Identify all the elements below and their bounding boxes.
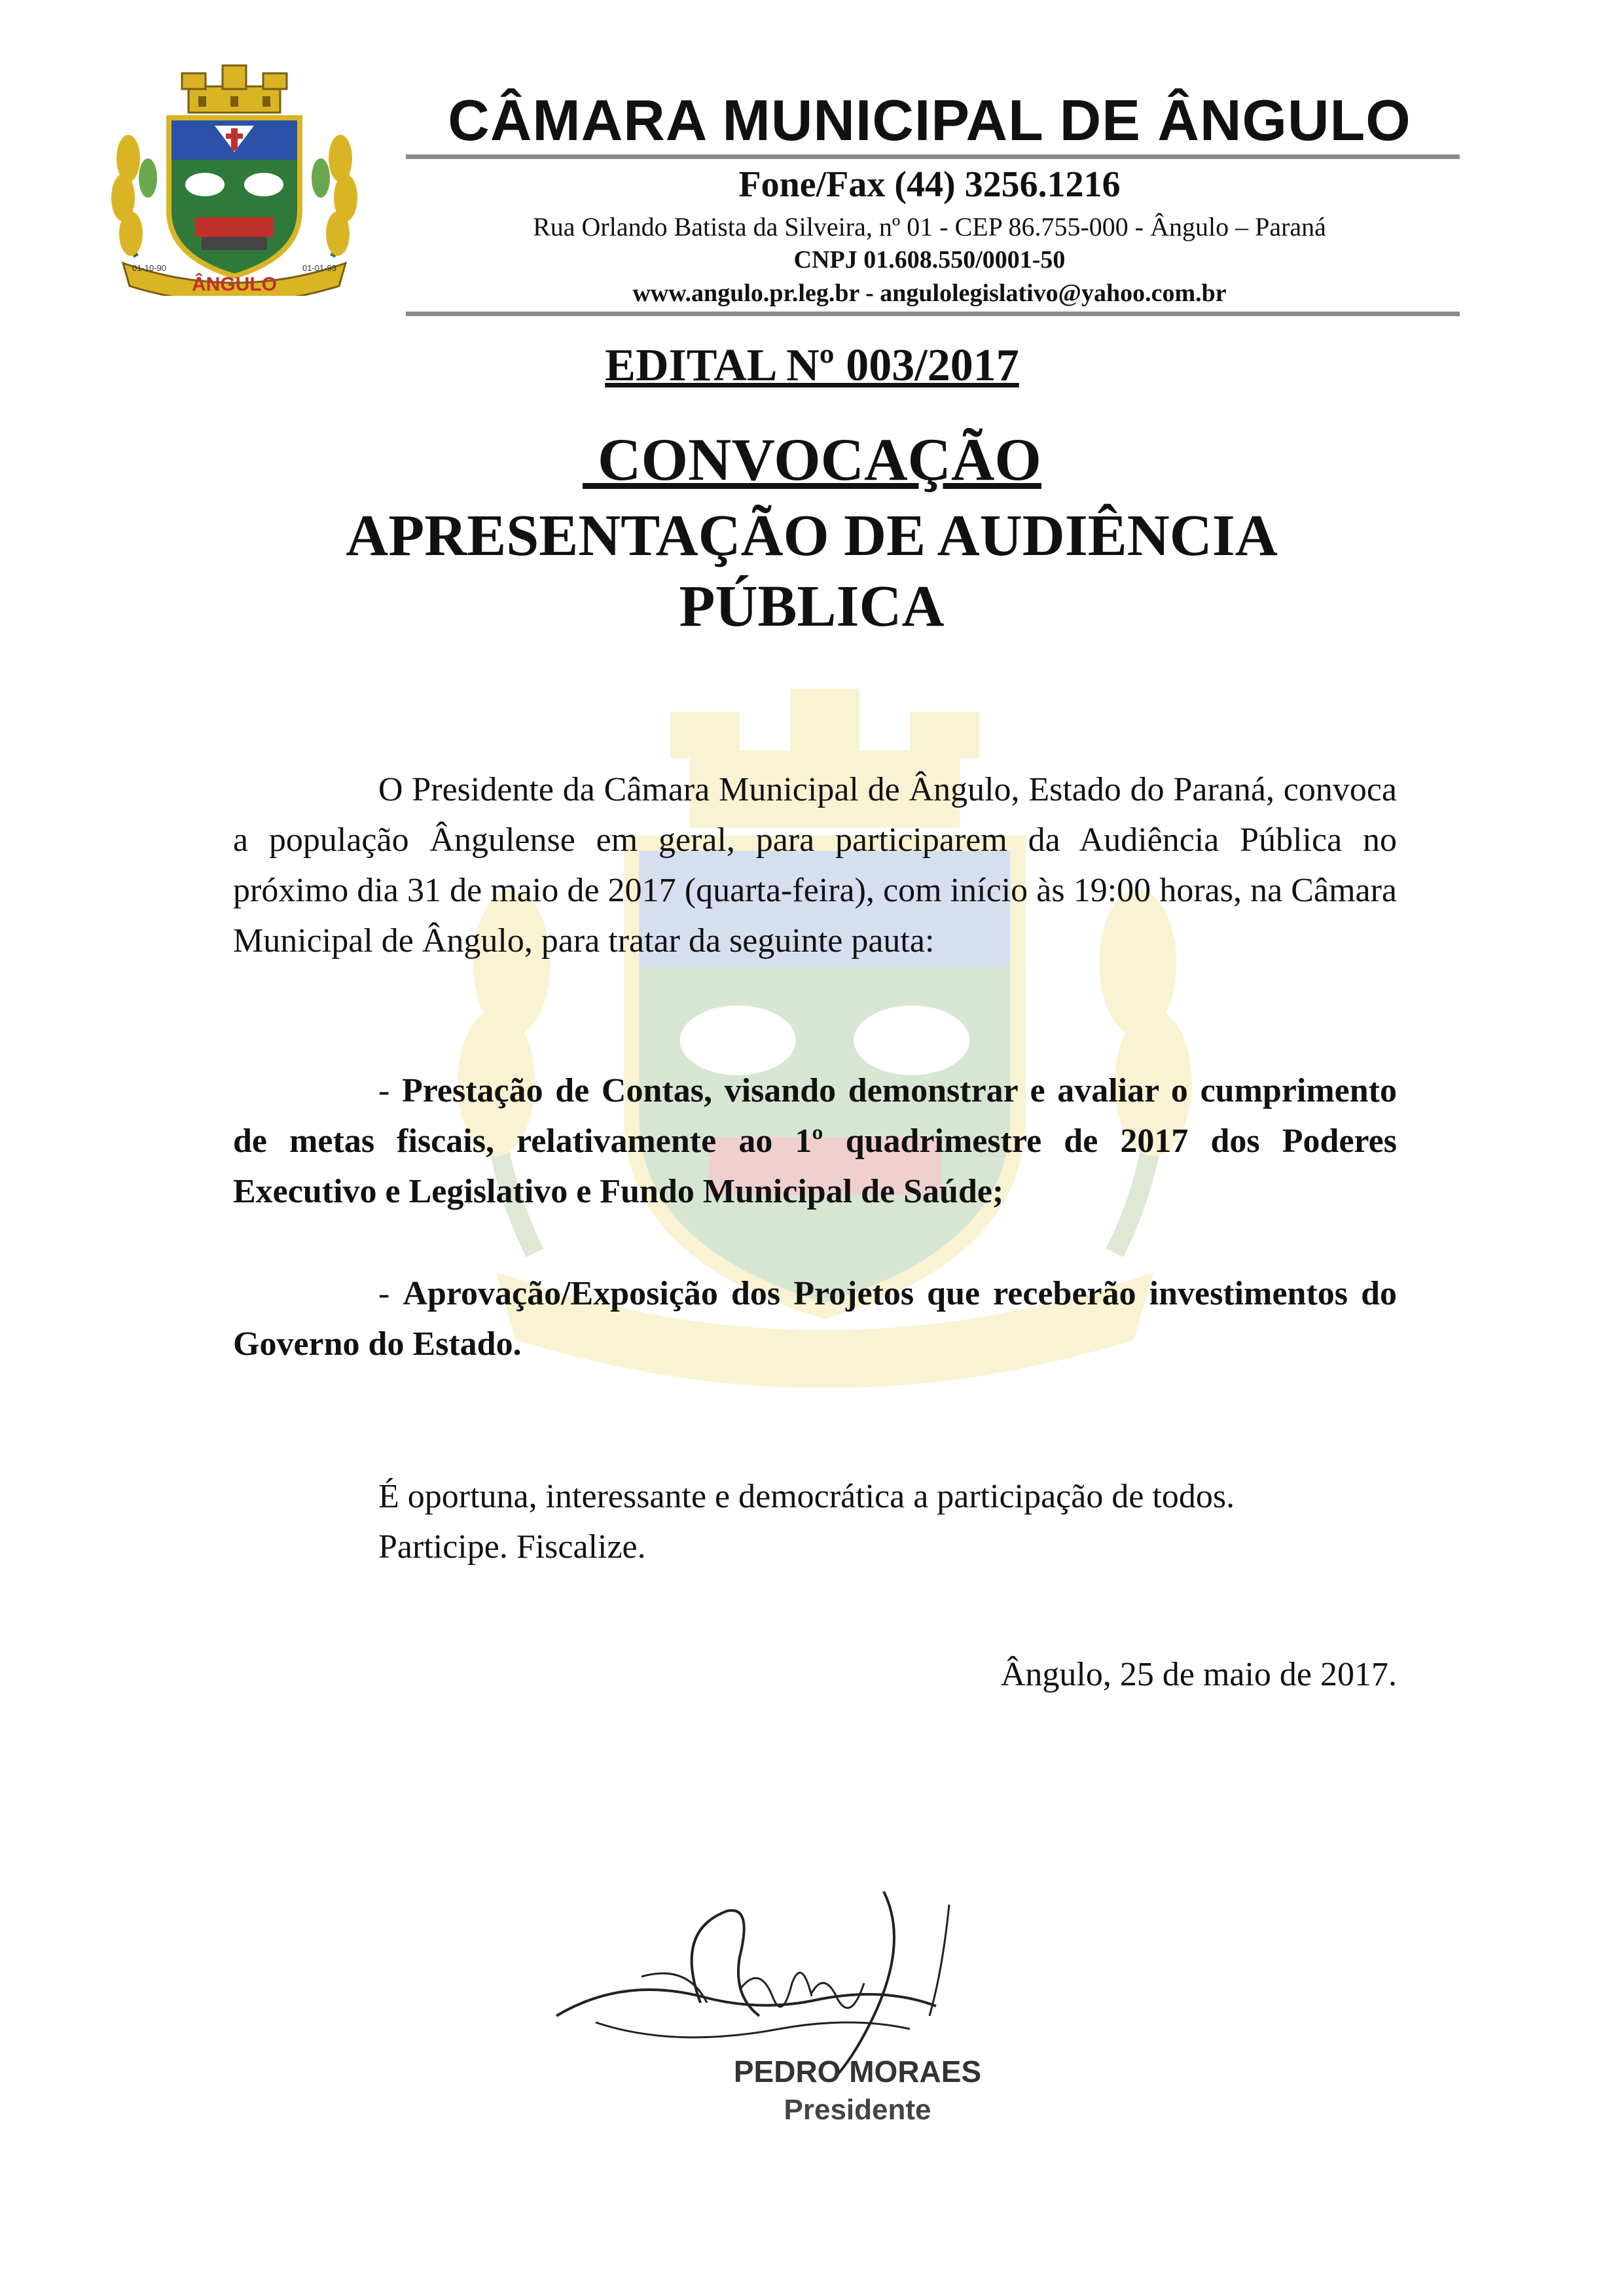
header-address: Rua Orlando Batista da Silveira, nº 01 - CEP 86.755-000 - Ângulo – Paraná bbox=[533, 212, 1326, 242]
signer-name: PEDRO MORAES bbox=[733, 2054, 982, 2089]
organization-name: CÂMARA MUNICIPAL DE ÂNGULO bbox=[448, 88, 1411, 152]
municipal-crest-logo bbox=[97, 60, 372, 296]
crest-date-right: 01-01-93 bbox=[302, 263, 337, 273]
header-web-email: www.angulo.pr.leg.br - angulolegislativo@yahoo.com.br bbox=[632, 279, 1227, 307]
mural-crown bbox=[182, 65, 287, 113]
agenda-item-2-text: Aprovação/Exposição dos Projetos que receberão investimentos do Governo do Estado. bbox=[233, 1275, 1397, 1363]
shield bbox=[169, 118, 300, 276]
closing-text bbox=[378, 1471, 1397, 1572]
title-convocacao: CONVOCAÇÃO bbox=[583, 426, 1041, 493]
header-phone: Fone/Fax (44) 3256.1216 bbox=[738, 164, 1121, 205]
intro-paragraph: O Presidente da Câmara Municipal de Ângulo, Estado do Paraná, convoca a população Ângulense em geral, para participarem da Audiência Pública no próximo dia 31 de maio de 2017 (quarta-feira), com início às 19:00 horas, na Câmara Municipal de Ângulo, para tratar da seguinte pauta: bbox=[233, 771, 1397, 960]
header-rule-bottom bbox=[406, 312, 1460, 316]
crest-banner-text: ÂNGULO bbox=[192, 274, 277, 295]
header-cnpj: CNPJ 01.608.550/0001-50 bbox=[793, 246, 1066, 274]
title-subtitle: APRESENTAÇÃO DE AUDIÊNCIA PÚBLICA bbox=[346, 503, 1278, 639]
agenda-item-1-text: Prestação de Contas, visando demonstrar e avaliar o cumprimento de metas fiscais, relativamente ao 1º quadrimestre de 2017 dos Poderes Executivo e Legislativo e Fundo Municipal de Saúde; bbox=[233, 1072, 1397, 1210]
edital-number: EDITAL Nº 003/2017 bbox=[605, 340, 1019, 391]
crest-date-left: 01-10-90 bbox=[132, 263, 167, 273]
document-date: Ângulo, 25 de maio de 2017. bbox=[1000, 1656, 1397, 1693]
closing-line-1: É oportuna, interessante e democrática a participação de todos. bbox=[378, 1478, 1235, 1515]
agenda-item-1 bbox=[233, 1066, 1397, 1217]
closing-line-2: Participe. Fiscalize. bbox=[378, 1528, 646, 1566]
agenda-item-2-prefix: - bbox=[378, 1275, 403, 1312]
signer-role: Presidente bbox=[784, 2094, 931, 2126]
header-rule-top bbox=[406, 154, 1460, 159]
agenda-item-1-prefix: - bbox=[378, 1072, 402, 1109]
agenda-item-2 bbox=[233, 1268, 1397, 1369]
